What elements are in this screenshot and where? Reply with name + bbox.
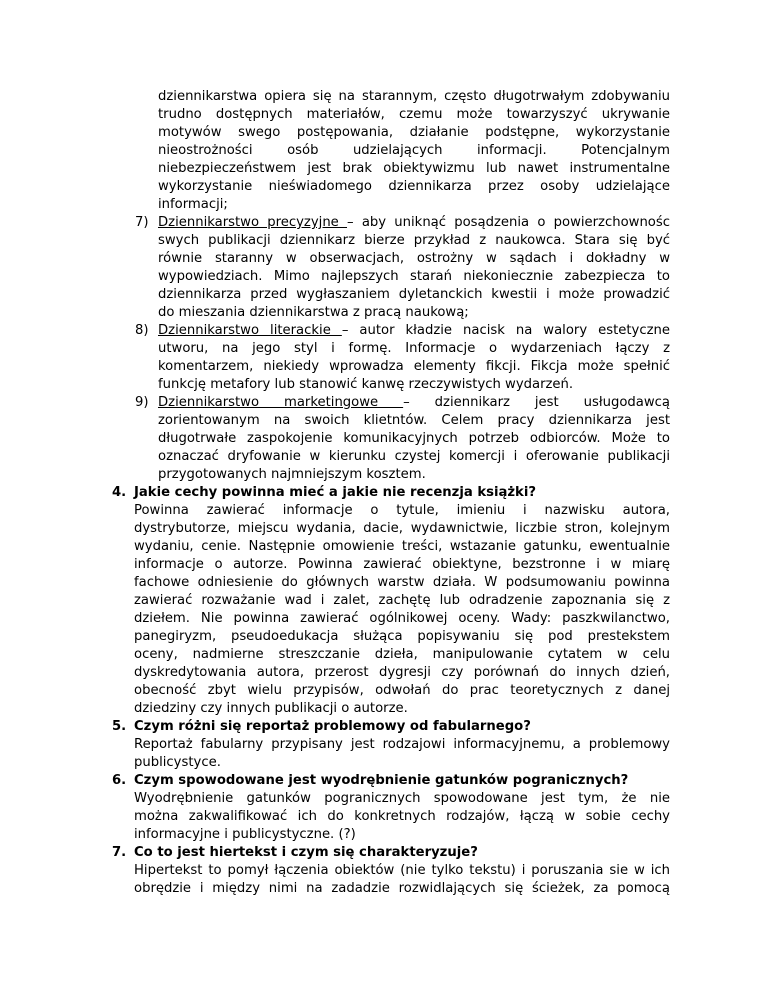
question-number: 4.	[112, 485, 127, 500]
text-line: niebezpieczeństwem jest brak obiektywizmu lub nawet instrumentalne	[158, 161, 670, 176]
text-line: równie staranny w obserwacjach, ostrożny w sądach i dokładny w	[158, 251, 670, 266]
text-line: wykorzystanie nieświadomego dziennikarza przez osoby udzielające	[158, 179, 670, 194]
text-line: informacje o autorze. Powinna zawierać obiektyne, bezstronne i w miarę	[134, 557, 670, 572]
question-title: Jakie cechy powinna mieć a jakie nie recenzja książki?	[134, 485, 536, 500]
item-first-line	[158, 394, 670, 412]
text-line: funkcję metafory lub stanowić kanwę rzeczywistych wydarzeń.	[158, 377, 574, 392]
question-number: 5.	[112, 719, 127, 734]
text-line: Hipertekst to pomył łączenia obiektów (nie tylko tekstu) i poruszania sie w ich	[134, 863, 670, 878]
text-line: Wyodrębnienie gatunków pogranicznych spowodowane jest tym, że nie	[134, 791, 670, 806]
text-line: oceny, nadmierne streszczanie dzieła, manipulowanie cytatem w celu	[134, 647, 670, 662]
text-line: długotrwałe zaspokojenie komunikacyjnych potrzeb odbiorców. Może to	[158, 431, 670, 446]
text-line: do mieszania dziennikarstwa z pracą naukową;	[158, 305, 469, 320]
item-term: Dziennikarstwo precyzyjne	[158, 215, 348, 230]
question-title: Czym spowodowane jest wyodrębnienie gatunków pogranicznych?	[134, 773, 629, 788]
text-line: dziedziny czy innych publikacji o autorze.	[134, 701, 408, 716]
text-line: obrędzie i między nimi na zadadzie rozwidlających się ścieżek, za pomocą	[134, 881, 670, 896]
text-line: Reportaż fabularny przypisany jest rodzajowi informacyjnemu, a problemowy	[134, 737, 670, 752]
item-first-rest: – autor kładzie nacisk na walory estetyczne	[341, 323, 671, 338]
text-line: obecność zbyt wielu przypisów, odwołań do prac teoretycznych z danej	[134, 683, 670, 698]
text-line: wydaniu, cenie. Następnie omowienie treści, wstazanie gatunku, ewentualnie	[134, 539, 670, 554]
item-number: 9)	[135, 395, 149, 410]
question-title: Co to jest hiertekst i czym się charakteryzuje?	[134, 845, 478, 860]
text-line: można zakwalifikować ich do konkretnych rodzajów, łączą w sobie cechy	[134, 809, 670, 824]
question-title: Czym różni się reportaż problemowy od fabularnego?	[134, 719, 531, 734]
text-line: dziennikarza przed wygłaszaniem dyletanckich kwestii i może prowadzić	[158, 287, 670, 302]
text-line: dziennikarstwa opiera się na starannym, często długotrwałym zdobywaniu	[158, 89, 670, 104]
text-line: przygotowanych najmniejszym kosztem.	[158, 467, 426, 482]
item-number: 7)	[135, 215, 149, 230]
text-line: panegiryzm, pseudoedukacja służąca popisywaniu się pod prestekstem	[134, 629, 670, 644]
text-line: nieostrożności osób udzielających informacji. Potencjalnym	[158, 143, 670, 158]
text-line: trudno dostępnych materiałów, czemu może towarzyszyć ukrywanie	[158, 107, 670, 122]
item-term: Dziennikarstwo literackie	[158, 323, 342, 338]
text-line: dystrybutorze, miejscu wydania, dacie, wydawnictwie, liczbie stron, kolejnym	[134, 521, 670, 536]
text-line: wypowiedziach. Mimo najlepszych starań niekoniecznie zabezpiecza to	[158, 269, 670, 284]
text-line: utworu, na jego styl i formę. Informacje o wydarzeniach łączy z	[158, 341, 670, 356]
text-line: oznaczać dryfowanie w kierunku czystej komercji i oferowanie publikacji	[158, 449, 670, 464]
item-first-line	[158, 214, 670, 232]
item-first-line	[158, 322, 670, 340]
item-first-rest: – dziennikarz jest usługodawcą	[403, 395, 670, 410]
text-line: komentarzem, niekiedy wprowadza elementy fikcji. Fikcja może spełnić	[158, 359, 670, 374]
text-line: Powinna zawierać informacje o tytule, imieniu i nazwisku autora,	[134, 503, 670, 518]
text-line: zorientowanym na swoich klietntów. Celem pracy dziennikarza jest	[158, 413, 670, 428]
question-number: 7.	[112, 845, 127, 860]
text-line: dziełem. Nie powinna zawierać ogólnikowej oceny. Wady: paszkwilanctwo,	[134, 611, 670, 626]
text-line: zawierać rozważanie wad i zalet, zachętę lub odradzenie zapoznania się z	[134, 593, 670, 608]
text-line: swych publikacji dziennikarz bierze przykład z naukowca. Stara się być	[158, 233, 670, 248]
text-line: informacyjne i publicystyczne. (?)	[134, 827, 356, 842]
question-number: 6.	[112, 773, 127, 788]
item-number: 8)	[135, 323, 149, 338]
text-line: motywów swego postępowania, działanie podstępne, wykorzystanie	[158, 125, 670, 140]
item-first-rest: – aby uniknąć posądzenia o powierzchownośc	[347, 215, 670, 230]
text-line: informacji;	[158, 197, 228, 212]
text-line: fachowe odniesienie do głównych warstw działa. W podsumowaniu powinna	[134, 575, 670, 590]
text-line: dyskredytowania autora, przerost dygresji czy porównań do innych dzień,	[134, 665, 670, 680]
item-term: Dziennikarstwo marketingowe	[158, 395, 404, 410]
text-line: publicystyce.	[134, 755, 221, 770]
